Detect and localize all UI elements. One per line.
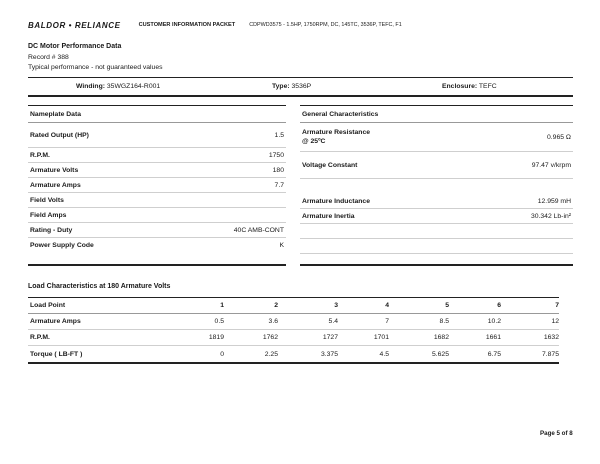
table-row-empty xyxy=(300,239,573,254)
table-row xyxy=(28,193,286,208)
load-point-header: Load Point xyxy=(30,302,66,309)
winding-bar xyxy=(28,77,573,97)
row-label: R.P.M. xyxy=(30,334,50,341)
enclosure-field xyxy=(442,83,497,90)
row-label: Torque ( LB-FT ) xyxy=(30,350,83,358)
table-row xyxy=(28,223,286,238)
row-label: Field Volts xyxy=(30,196,64,204)
load-point-3: 3 xyxy=(334,302,338,309)
load-point-5: 5 xyxy=(445,302,449,309)
row-label: Armature Amps xyxy=(30,318,81,325)
intro-block xyxy=(28,42,163,74)
table-row-empty xyxy=(300,179,573,194)
table-cell: 4.5 xyxy=(379,350,389,358)
row-label: R.P.M. xyxy=(30,151,50,159)
table-cell: 12 xyxy=(551,318,559,325)
table-cell: 2.25 xyxy=(264,350,278,358)
table-cell: 0.5 xyxy=(214,318,224,325)
table-cell: 3.375 xyxy=(320,350,338,358)
table-cell: 3.6 xyxy=(268,318,278,325)
winding-field xyxy=(76,83,160,90)
row-value: 97.47 v/krpm xyxy=(531,161,571,169)
table-cell: 7.875 xyxy=(541,350,559,358)
table-row xyxy=(28,178,286,193)
table-cell: 10.2 xyxy=(487,318,501,325)
table-row xyxy=(300,209,573,224)
row-value: 30.342 Lb-in² xyxy=(530,212,571,220)
type-value: 3536P xyxy=(291,83,312,90)
table-row xyxy=(28,346,559,362)
load-point-4: 4 xyxy=(385,302,389,309)
table-row xyxy=(28,148,286,163)
row-label: Armature Inertia xyxy=(302,212,355,220)
table-row xyxy=(28,208,286,223)
table-cell: 1819 xyxy=(208,334,224,341)
load-point-6: 6 xyxy=(497,302,501,309)
table-row xyxy=(28,238,286,253)
nameplate-table xyxy=(28,105,286,266)
table-row xyxy=(28,330,559,346)
nameplate-heading: Nameplate Data xyxy=(28,106,286,123)
row-label: Field Amps xyxy=(30,211,67,219)
load-characteristics-title: Load Characteristics at 180 Armature Volts xyxy=(28,283,171,290)
enclosure-value: TEFC xyxy=(478,83,497,90)
disclaimer-note: Typical performance - not guaranteed values xyxy=(28,64,163,71)
load-point-1: 1 xyxy=(220,302,224,309)
row-label: Rated Output (HP) xyxy=(30,131,89,139)
enclosure-label: Enclosure: xyxy=(442,83,478,90)
brand-logo: BALDOR • RELIANCE xyxy=(28,20,121,30)
page-number: Page 5 of 8 xyxy=(540,430,573,437)
row-label: Armature Inductance xyxy=(302,197,370,205)
table-cell: 7 xyxy=(385,318,389,325)
document-title: DC Motor Performance Data xyxy=(28,43,122,50)
table-cell: 8.5 xyxy=(439,318,449,325)
document-header xyxy=(28,19,573,31)
table-row-empty xyxy=(300,224,573,239)
table-row xyxy=(300,123,573,152)
row-value: 1750 xyxy=(268,151,284,159)
row-label: Power Supply Code xyxy=(30,242,94,249)
table-row xyxy=(28,163,286,178)
model-line: CDPWD3575 - 1.5HP, 1750RPM, DC, 145TC, 3536P, TEFC, F1 xyxy=(249,22,402,28)
table-cell: 1762 xyxy=(262,334,278,341)
general-characteristics-table xyxy=(300,105,573,266)
row-value: 40C AMB-CONT xyxy=(233,226,284,234)
row-label-line1: Armature Resistance xyxy=(302,129,370,136)
row-value: 12.959 mH xyxy=(537,197,571,205)
record-number: Record # 388 xyxy=(28,53,69,61)
table-cell: 5.4 xyxy=(328,318,338,325)
type-label: Type: xyxy=(272,83,290,90)
table-cell: 1632 xyxy=(543,334,559,341)
table-cell: 6.75 xyxy=(487,350,501,358)
row-value: 180 xyxy=(272,166,284,174)
table-cell: 0 xyxy=(220,350,224,358)
load-point-2: 2 xyxy=(274,302,278,309)
winding-label: Winding: xyxy=(76,83,106,90)
winding-value: 35WGZ164-R001 xyxy=(106,83,161,90)
table-cell: 1661 xyxy=(485,334,501,341)
row-label: Armature Volts xyxy=(30,166,79,174)
general-heading: General Characteristics xyxy=(300,106,573,123)
table-cell: 5.625 xyxy=(431,350,449,358)
type-field xyxy=(272,83,311,90)
table-row xyxy=(300,152,573,179)
row-value: 1.5 xyxy=(274,131,284,139)
table-cell: 1682 xyxy=(433,334,449,341)
row-label: Armature Amps xyxy=(30,181,81,189)
row-label-line2: @ 25ºC xyxy=(302,138,326,145)
row-value: 7.7 xyxy=(274,181,284,189)
load-characteristics-table xyxy=(28,297,559,364)
load-point-7: 7 xyxy=(555,302,559,309)
table-row xyxy=(28,123,286,148)
row-label: Rating - Duty xyxy=(30,226,73,234)
table-cell: 1701 xyxy=(373,334,389,341)
table-row xyxy=(300,194,573,209)
table-cell: 1727 xyxy=(322,334,338,341)
row-value: 0.965 Ω xyxy=(547,133,571,141)
table-header-row xyxy=(28,298,559,314)
row-value: K xyxy=(279,242,284,249)
table-row xyxy=(28,314,559,330)
row-label xyxy=(302,128,370,146)
packet-label: CUSTOMER INFORMATION PACKET xyxy=(138,22,236,28)
row-label: Voltage Constant xyxy=(302,161,358,169)
